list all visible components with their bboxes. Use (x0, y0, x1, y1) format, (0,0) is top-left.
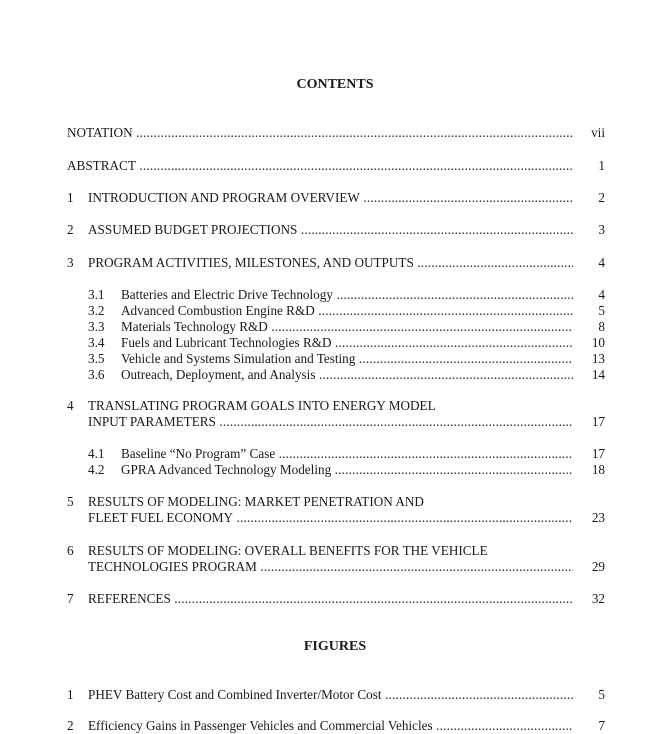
toc-entry-title: NOTATION ..... (67, 125, 573, 141)
toc-subentry[interactable] (67, 446, 605, 462)
toc-entry-title-line1: TRANSLATING PROGRAM GOALS INTO ENERGY MODEL (88, 398, 436, 413)
toc-entry[interactable] (67, 222, 605, 238)
figure-entry-number: 2 (67, 718, 74, 733)
toc-entry-title: Materials Technology R&D ..... (121, 319, 573, 335)
figure-entry[interactable] (67, 687, 605, 703)
toc-entry-page: 10 (591, 335, 605, 350)
toc-entry[interactable] (67, 255, 605, 271)
toc-entry[interactable] (67, 510, 605, 526)
figure-entry-page: 5 (598, 687, 605, 702)
toc-entry-number: 3.5 (88, 351, 105, 366)
toc-entry-number: 7 (67, 591, 74, 606)
toc-entry-title: ABSTRACT ..... (67, 158, 573, 174)
toc-entry-page: 14 (591, 367, 605, 382)
toc-entry-page: 29 (591, 559, 605, 574)
toc-entry-number: 2 (67, 222, 74, 237)
toc-entry-number: 3.4 (88, 335, 105, 350)
toc-entry-page: 4 (598, 287, 605, 302)
toc-entry-title: FLEET FUEL ECONOMY ..... (88, 510, 573, 526)
contents-heading: CONTENTS (296, 77, 374, 92)
toc-entry[interactable] (67, 591, 605, 607)
toc-entry-number: 4.1 (88, 446, 105, 461)
toc-entry-title: Advanced Combustion Engine R&D ..... (121, 303, 573, 319)
toc-entry-number: 3 (67, 255, 74, 270)
toc-entry-number: 3.6 (88, 367, 105, 382)
toc-entry-title: Baseline “No Program” Case ..... (121, 446, 573, 462)
figures-heading: FIGURES (303, 639, 367, 654)
toc-entry-page: 4 (598, 255, 605, 270)
toc-entry-line1[interactable] (67, 398, 605, 414)
toc-entry-title: ASSUMED BUDGET PROJECTIONS ..... (88, 222, 573, 238)
toc-subentry[interactable] (67, 319, 605, 335)
toc-entry-page: 23 (591, 510, 605, 525)
toc-entry-page: 2 (598, 190, 605, 205)
toc-entry-title: GPRA Advanced Technology Modeling ..... (121, 462, 573, 478)
toc-entry[interactable] (67, 125, 605, 141)
toc-entry-title: TECHNOLOGIES PROGRAM ..... (88, 559, 573, 575)
toc-entry-title: REFERENCES ..... (88, 591, 573, 607)
toc-entry-number: 3.1 (88, 287, 105, 302)
toc-subentry[interactable] (67, 303, 605, 319)
toc-entry-page: 8 (598, 319, 605, 334)
toc-subentry[interactable] (67, 287, 605, 303)
toc-entry-line1[interactable] (67, 543, 605, 559)
figure-entry-title: Efficiency Gains in Passenger Vehicles and Commercial Vehicles ..... (88, 718, 573, 734)
toc-entry[interactable] (67, 190, 605, 206)
toc-entry-number: 1 (67, 190, 74, 205)
toc-entry-title: PROGRAM ACTIVITIES, MILESTONES, AND OUTPUTS ..... (88, 255, 573, 271)
toc-entry-page: 17 (591, 414, 605, 429)
toc-entry-title: Outreach, Deployment, and Analysis ..... (121, 367, 573, 383)
figure-entry-number: 1 (67, 687, 74, 702)
toc-entry-number: 4.2 (88, 462, 105, 477)
toc-entry[interactable] (67, 559, 605, 575)
toc-entry-number: 3.2 (88, 303, 105, 318)
toc-entry-title: Fuels and Lubricant Technologies R&D ..... (121, 335, 573, 351)
toc-entry-page: 1 (598, 158, 605, 173)
toc-entry-page: 3 (598, 222, 605, 237)
toc-entry-title: Vehicle and Systems Simulation and Testing ..... (121, 351, 573, 367)
toc-entry-line1[interactable] (67, 494, 605, 510)
figure-entry-page: 7 (598, 718, 605, 733)
toc-entry-title: Batteries and Electric Drive Technology ..... (121, 287, 573, 303)
toc-entry-page: vii (591, 125, 605, 140)
toc-entry-number: 4 (67, 398, 74, 413)
toc-entry-number: 6 (67, 543, 74, 558)
toc-entry-page: 5 (598, 303, 605, 318)
toc-subentry[interactable] (67, 462, 605, 478)
toc-entry-page: 13 (591, 351, 605, 366)
toc-entry-number: 3.3 (88, 319, 105, 334)
toc-entry-page: 32 (591, 591, 605, 606)
toc-entry-page: 18 (591, 462, 605, 477)
toc-entry-title-line1: RESULTS OF MODELING: OVERALL BENEFITS FOR THE VEHICLE (88, 543, 488, 558)
toc-entry-title-line1: RESULTS OF MODELING: MARKET PENETRATION AND (88, 494, 424, 509)
toc-subentry[interactable] (67, 367, 605, 383)
toc-entry-title: INPUT PARAMETERS ..... (88, 414, 573, 430)
figure-entry-title: PHEV Battery Cost and Combined Inverter/Motor Cost ..... (88, 687, 573, 703)
toc-entry[interactable] (67, 414, 605, 430)
figure-entry[interactable] (67, 718, 605, 734)
toc-subentry[interactable] (67, 351, 605, 367)
toc-entry[interactable] (67, 158, 605, 174)
toc-entry-page: 17 (591, 446, 605, 461)
toc-entry-number: 5 (67, 494, 74, 509)
toc-subentry[interactable] (67, 335, 605, 351)
toc-entry-title: INTRODUCTION AND PROGRAM OVERVIEW ..... (88, 190, 573, 206)
